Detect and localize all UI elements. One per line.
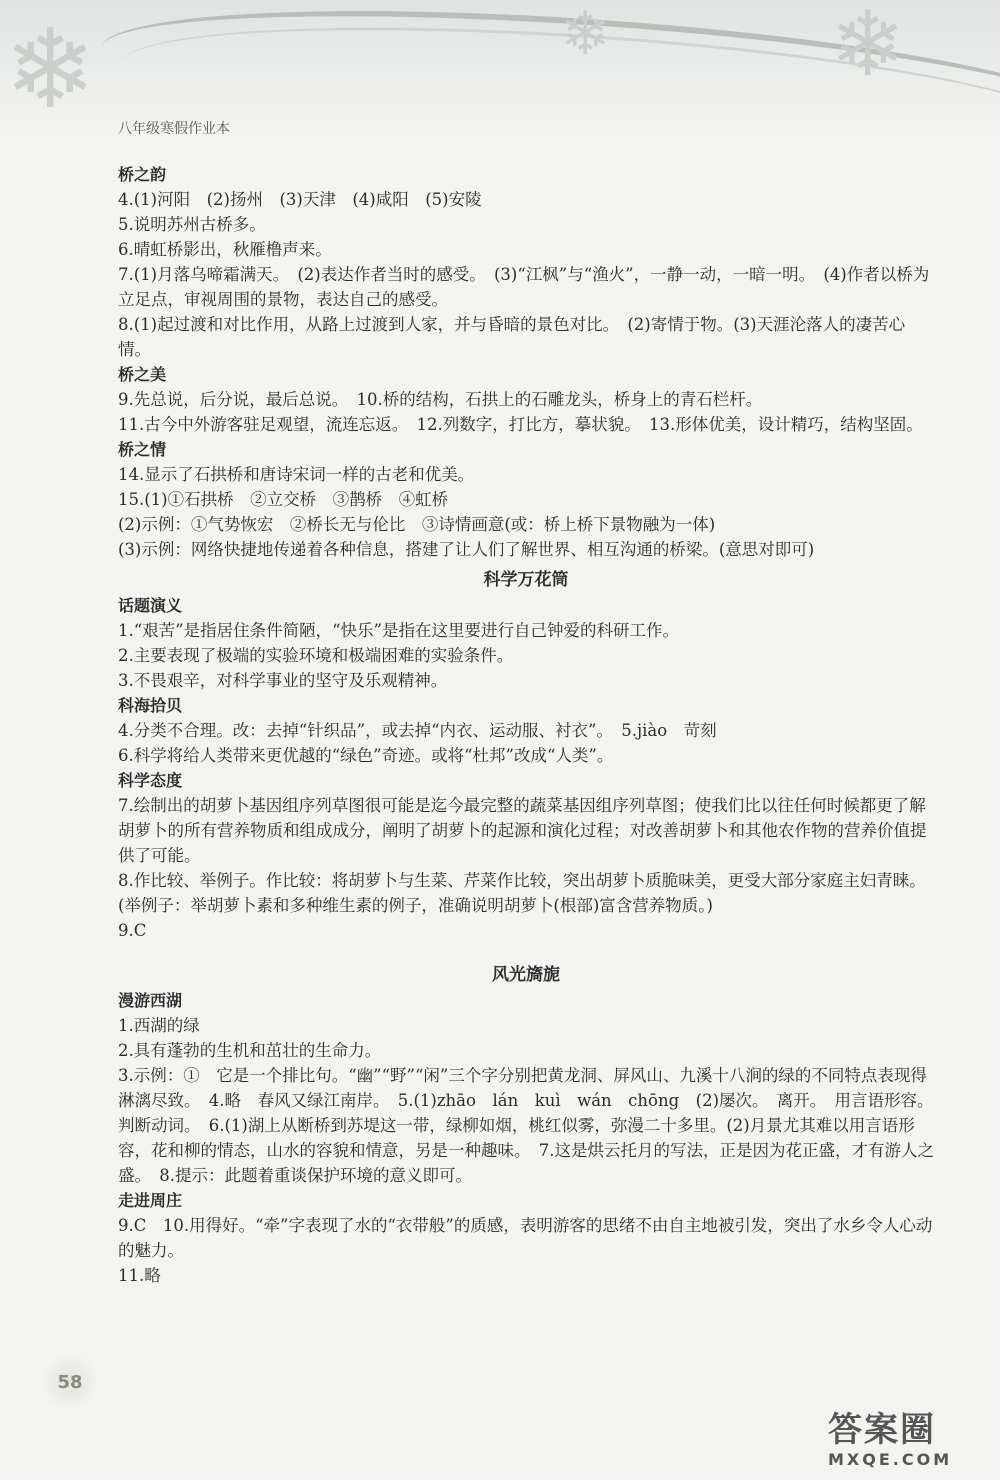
- answer-content: [118, 162, 942, 1288]
- snowflake-icon: ❄: [560, 0, 611, 69]
- answer-line: 8.作比较、举例子。作比较：将胡萝卜与生菜、芹菜作比较，突出胡萝卜质脆味美，更受大部分家庭主妇青睐。(举例子：举胡萝卜素和多种维生素的例子，准确说明胡萝卜(根部)富含营养物质。): [118, 871, 926, 915]
- answer-line: 1.西湖的绿: [118, 1016, 200, 1035]
- running-head: 八年级寒假作业本: [118, 121, 230, 137]
- section-title: 话题演义: [118, 596, 183, 615]
- answer-line: 1.“艰苦”是指居住条件简陋，“快乐”是指在这里要进行自己钟爱的科研工作。: [118, 621, 679, 640]
- chapter-title: 风光旖旎: [492, 965, 560, 985]
- answer-line: 4.(1)河阳 (2)扬州 (3)天津 (4)咸阳 (5)安陵: [118, 190, 482, 209]
- chapter-title: 科学万花筒: [483, 570, 569, 590]
- answer-line: 11.略: [118, 1266, 161, 1285]
- answer-line: 4.分类不合理。改：去掉“针织品”，或去掉“内衣、运动服、衬衣”。 5.jiào 苛刻: [118, 721, 717, 740]
- answer-line: 14.显示了石拱桥和唐诗宋词一样的古老和优美。: [118, 465, 475, 484]
- answer-line: 7.绘制出的胡萝卜基因组序列草图很可能是迄今最完整的蔬菜基因组序列草图；使我们比以往任何时候都更了解胡萝卜的所有营养物质和组成成分，阐明了胡萝卜的起源和演化过程；对改善胡萝卜和其他农作物的营养价值提供了可能。: [118, 796, 927, 865]
- snowflake-icon: ❄: [830, 0, 906, 97]
- answer-line: 6.科学将给人类带来更优越的“绿色”奇迹。或将“杜邦”改成“人类”。: [118, 746, 614, 765]
- section-title: 桥之情: [118, 440, 167, 459]
- answer-line: 15.(1)①石拱桥 ②立交桥 ③鹊桥 ④虹桥: [118, 490, 449, 509]
- watermark-url: MXQE.COM: [828, 1450, 953, 1469]
- section-title: 走进周庄: [118, 1191, 183, 1210]
- answer-line: (3)示例：网络快捷地传递着各种信息，搭建了让人们了解世界、相互沟通的桥梁。(意思对即可): [118, 540, 815, 559]
- section-title: 科海拾贝: [118, 696, 183, 715]
- section-title: 桥之韵: [118, 165, 167, 184]
- section-title: 桥之美: [118, 365, 167, 384]
- answer-line: 3.示例：① 它是一个排比句。“幽”“野”“闲”三个字分别把黄龙洞、屏风山、九溪十八涧的绿的不同特点表现得淋漓尽致。 4.略 春风又绿江南岸。 5.(1)zhāo lán kuì wán chōng (2)屡次。 离开。 用言语形容。 判断动词。 6.(1)湖上从断桥到苏堤这一带，绿柳如烟，桃红似雾，弥漫二十多里。(2)月景尤其难以用言语形容，花和柳的情态，山水的容貌和情意，另是一种趣味。 7.这是烘云托月的写法，正是因为花正盛，才有游人之盛。 8.提示：此题着重谈保护环境的意义即可。: [118, 1066, 942, 1185]
- answer-line: 9.C 10.用得好。“牵”字表现了水的“衣带般”的质感，表明游客的思绪不由自主地被引发，突出了水乡令人心动的魅力。: [118, 1216, 933, 1260]
- answer-line: 2.主要表现了极端的实验环境和极端困难的实验条件。: [118, 646, 514, 665]
- snowflake-icon: ❄: [4, 5, 97, 133]
- answer-line: 5.说明苏州古桥多。: [118, 215, 266, 234]
- answer-line: (2)示例：①气势恢宏 ②桥长无与伦比 ③诗情画意(或：桥上桥下景物融为一体): [118, 515, 716, 534]
- answer-line: 6.晴虹桥影出，秋雁橹声来。: [118, 240, 332, 259]
- answer-line: 9.C: [118, 921, 147, 940]
- section-title: 漫游西湖: [118, 991, 183, 1010]
- watermark: [828, 1410, 988, 1474]
- watermark-logo: 答案圈: [828, 1410, 936, 1450]
- answer-line: 11.古今中外游客驻足观望，流连忘返。 12.列数字，打比方，摹状貌。 13.形体优美，设计精巧，结构坚固。: [118, 415, 923, 434]
- page-number: 58: [40, 1352, 100, 1412]
- answer-line: 7.(1)月落乌啼霜满天。 (2)表达作者当时的感受。 (3)“江枫”与“渔火”，一静一动，一暗一明。 (4)作者以桥为立足点，审视周围的景物，表达自己的感受。: [118, 265, 930, 309]
- answer-line: 8.(1)起过渡和对比作用，从路上过渡到人家，并与昏暗的景色对比。 (2)寄情于物。(3)天涯沦落人的凄苦心情。: [118, 315, 906, 359]
- section-title: 科学态度: [118, 771, 183, 790]
- answer-line: 9.先总说，后分说，最后总说。 10.桥的结构，石拱上的石雕龙头，桥身上的青石栏杆。: [118, 390, 763, 409]
- answer-line: 2.具有蓬勃的生机和茁壮的生命力。: [118, 1041, 382, 1060]
- answer-line: 3.不畏艰辛，对科学事业的坚守及乐观精神。: [118, 671, 448, 690]
